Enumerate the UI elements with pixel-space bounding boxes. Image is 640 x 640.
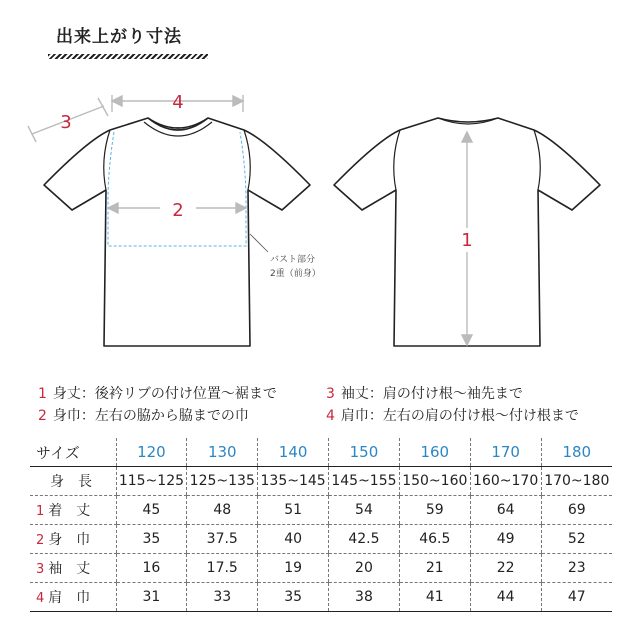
table-cell: 47 bbox=[541, 583, 612, 612]
legend-item-4 bbox=[326, 406, 579, 426]
table-cell: 21 bbox=[399, 554, 470, 583]
table-cell: 42.5 bbox=[329, 525, 400, 554]
table-cell: 125~135 bbox=[187, 467, 258, 496]
table-cell: 115~125 bbox=[116, 467, 187, 496]
table-cell: 64 bbox=[470, 496, 541, 525]
table-header-row bbox=[30, 438, 612, 467]
table-cell: 41 bbox=[399, 583, 470, 612]
table-cell: 31 bbox=[116, 583, 187, 612]
size-table bbox=[30, 438, 612, 612]
header-cell: 170 bbox=[470, 438, 541, 467]
legend-num: 2 bbox=[38, 408, 47, 424]
table-cell: 135~145 bbox=[258, 467, 329, 496]
title-underline bbox=[48, 54, 208, 59]
legend-num: 1 bbox=[38, 386, 47, 402]
legend-text: 身丈：後衿リブの付け位置〜裾まで bbox=[52, 386, 277, 402]
table-cell: 17.5 bbox=[187, 554, 258, 583]
legend-text: 袖丈：肩の付け根〜袖先まで bbox=[340, 386, 523, 402]
table-cell: 59 bbox=[399, 496, 470, 525]
table-cell: 23 bbox=[541, 554, 612, 583]
header-cell: 160 bbox=[399, 438, 470, 467]
header-cell: 180 bbox=[541, 438, 612, 467]
table-cell: 20 bbox=[329, 554, 400, 583]
header-cell: 130 bbox=[187, 438, 258, 467]
table-cell: 33 bbox=[187, 583, 258, 612]
dimension-1-label: 1 bbox=[461, 230, 473, 251]
dimension-3-label: 3 bbox=[60, 112, 72, 133]
table-cell: 22 bbox=[470, 554, 541, 583]
legend-item-1 bbox=[38, 384, 277, 404]
dimension-2-label: 2 bbox=[172, 200, 184, 221]
legend-num: 4 bbox=[326, 408, 335, 424]
table-cell: 44 bbox=[470, 583, 541, 612]
table-row bbox=[30, 496, 612, 525]
table-cell: 150~160 bbox=[399, 467, 470, 496]
header-cell: 120 bbox=[116, 438, 187, 467]
front-tshirt bbox=[44, 118, 310, 346]
table-cell: 48 bbox=[187, 496, 258, 525]
header-size: サイズ bbox=[30, 438, 116, 467]
dimension-4-label: 4 bbox=[172, 92, 184, 113]
row-label: 3 袖 丈 bbox=[30, 554, 116, 583]
table-cell: 16 bbox=[116, 554, 187, 583]
row-label: 1 着 丈 bbox=[30, 496, 116, 525]
table-cell: 35 bbox=[258, 583, 329, 612]
table-row bbox=[30, 554, 612, 583]
header-cell: 140 bbox=[258, 438, 329, 467]
table-cell: 49 bbox=[470, 525, 541, 554]
legend-num: 3 bbox=[326, 386, 335, 402]
page-title: 出来上がり寸法 bbox=[56, 27, 182, 47]
tshirt-diagram bbox=[0, 80, 640, 370]
bust-note-line1: バスト部分 bbox=[270, 255, 316, 265]
header-cell: 150 bbox=[329, 438, 400, 467]
table-cell: 37.5 bbox=[187, 525, 258, 554]
table-row bbox=[30, 467, 612, 496]
table-cell: 54 bbox=[329, 496, 400, 525]
table-cell: 46.5 bbox=[399, 525, 470, 554]
table-cell: 69 bbox=[541, 496, 612, 525]
legend-text: 肩巾：左右の肩の付け根〜付け根まで bbox=[340, 408, 579, 424]
table-cell: 45 bbox=[116, 496, 187, 525]
table-row bbox=[30, 583, 612, 612]
table-cell: 38 bbox=[329, 583, 400, 612]
row-label: 身 長 bbox=[30, 467, 116, 496]
table-row bbox=[30, 525, 612, 554]
table-cell: 145~155 bbox=[329, 467, 400, 496]
legend-item-3 bbox=[326, 384, 523, 404]
table-cell: 170~180 bbox=[541, 467, 612, 496]
legend-item-2 bbox=[38, 406, 249, 426]
table-cell: 51 bbox=[258, 496, 329, 525]
row-label: 4 肩 巾 bbox=[30, 583, 116, 612]
bust-note-line2: 2重（前身） bbox=[270, 269, 321, 279]
table-cell: 52 bbox=[541, 525, 612, 554]
table-cell: 160~170 bbox=[470, 467, 541, 496]
table-cell: 35 bbox=[116, 525, 187, 554]
table-cell: 19 bbox=[258, 554, 329, 583]
row-label: 2 身 巾 bbox=[30, 525, 116, 554]
table-cell: 40 bbox=[258, 525, 329, 554]
legend-text: 身巾：左右の脇から脇までの巾 bbox=[52, 408, 249, 424]
